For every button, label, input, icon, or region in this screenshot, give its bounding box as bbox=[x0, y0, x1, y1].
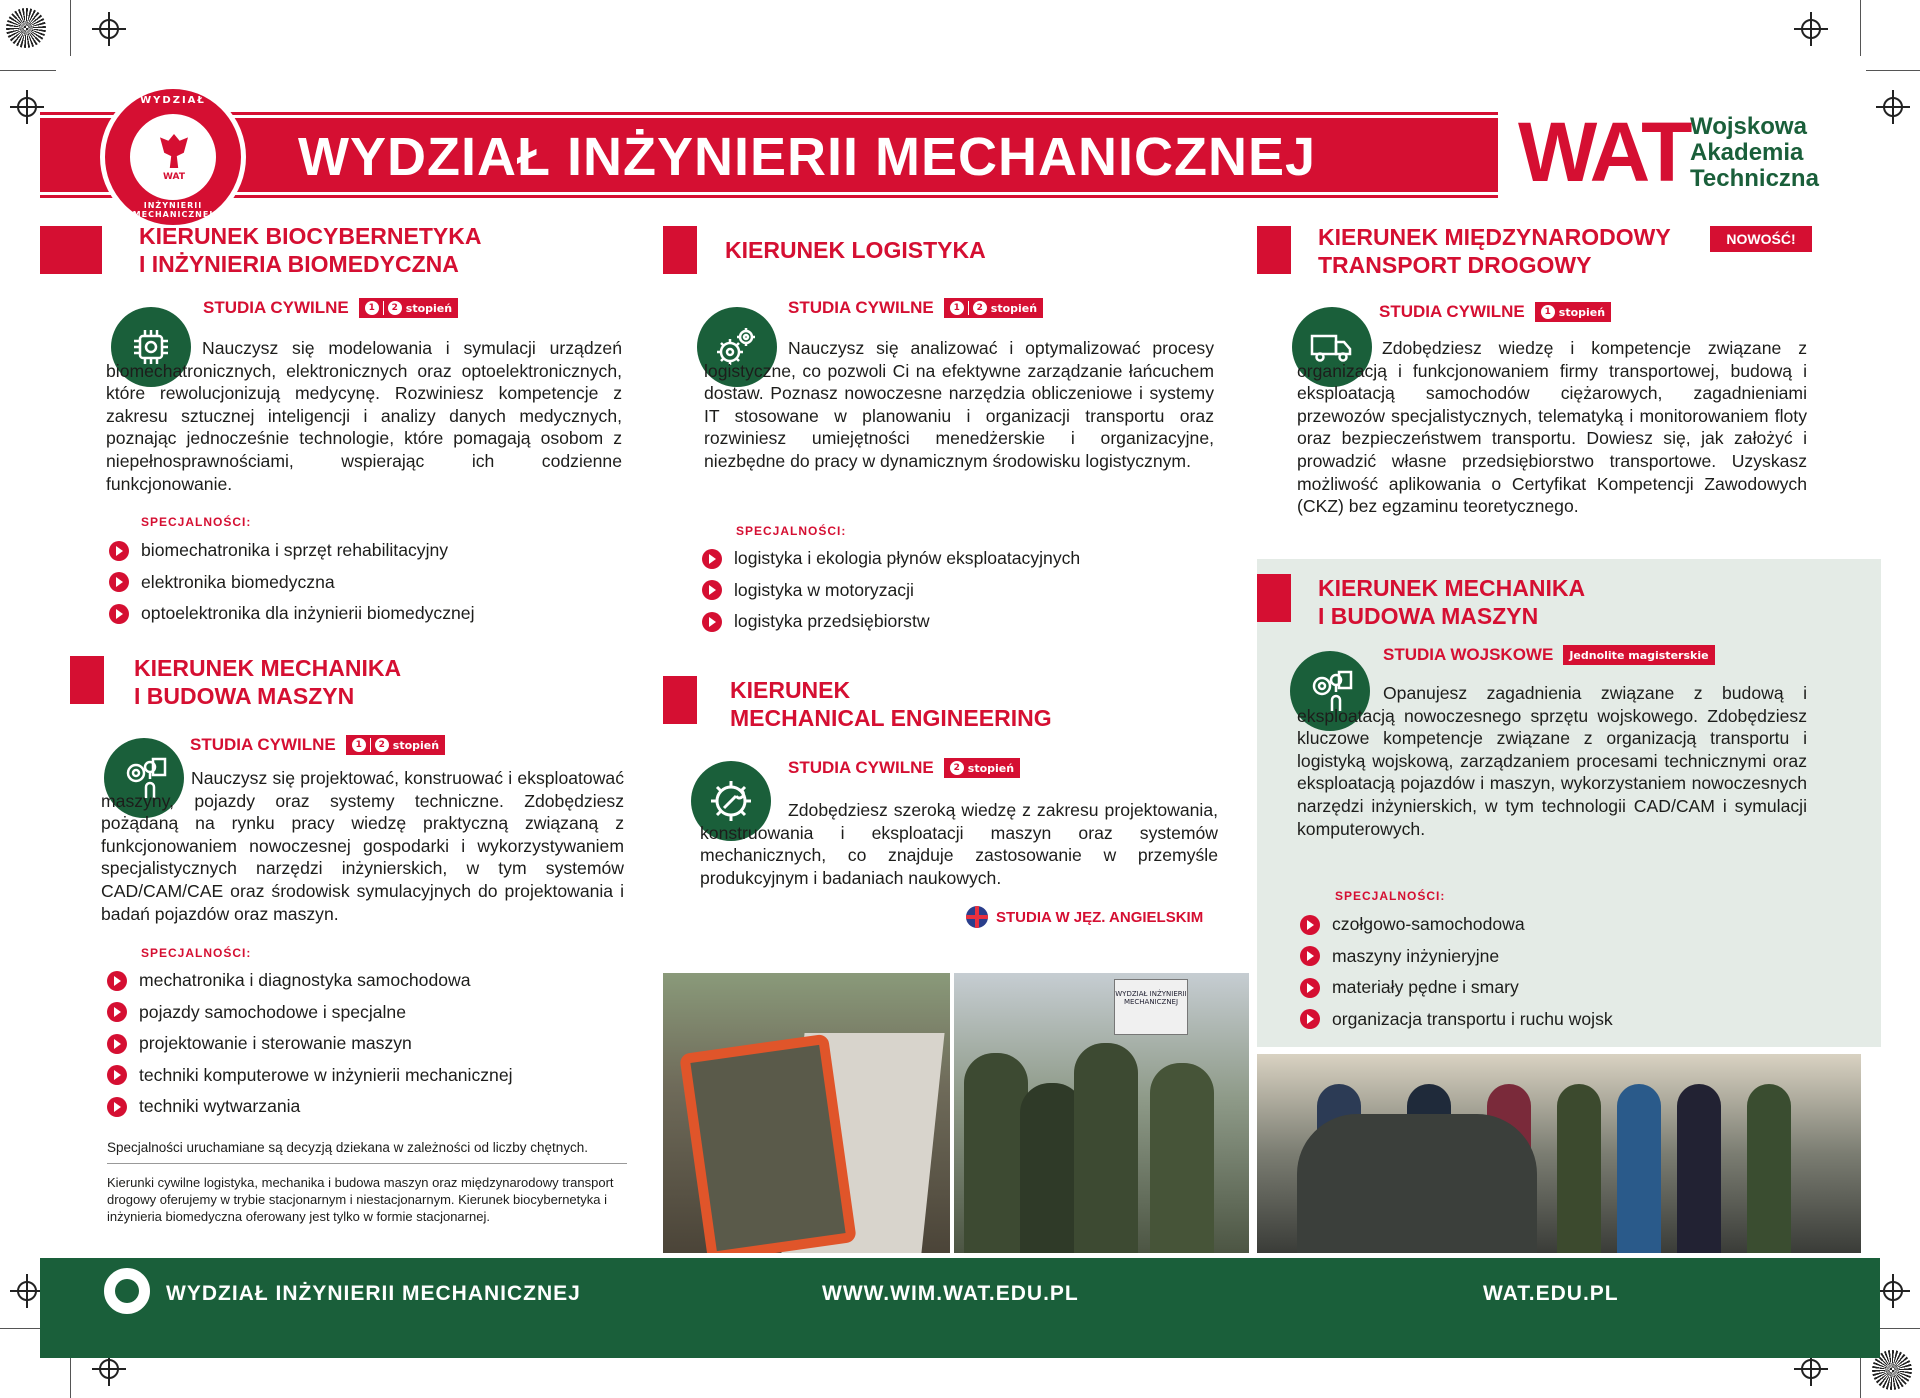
logo-name-line: Akademia bbox=[1690, 139, 1804, 166]
english-studies-label bbox=[966, 906, 1203, 928]
list-item: logistyka w motoryzacji bbox=[702, 575, 1080, 607]
study-type bbox=[190, 735, 445, 755]
registration-starburst bbox=[6, 8, 46, 48]
study-label: STUDIA CYWILNE bbox=[1379, 302, 1525, 321]
crop-mark-icon bbox=[1876, 1274, 1910, 1308]
section-marker bbox=[663, 226, 697, 274]
study-type bbox=[1379, 302, 1611, 322]
trim-line bbox=[0, 70, 56, 71]
crop-mark-icon bbox=[10, 1274, 44, 1308]
study-type bbox=[203, 298, 458, 318]
section-marker bbox=[1257, 574, 1291, 622]
section-marker bbox=[40, 226, 102, 274]
list-item: materiały pędne i smary bbox=[1300, 972, 1613, 1004]
arrow-bullet-icon bbox=[109, 572, 129, 592]
section-description: Nauczysz się projektować, konstruować i eksploatować maszyny, pojazdy oraz systemy techniczne. Zdobędziesz pożądaną na rynku pracy wiedzę praktyczną związaną z funkcjonowaniem nowoczesnej gospodarki i wykorzystywaniem specjalistycznych narzędzi inżynierskich, w tym systemów CAD/CAM/CAE oraz środowisk symulacyjnych do projektowania i badań pojazdów oraz maszyn. bbox=[101, 768, 624, 924]
trim-line bbox=[70, 0, 71, 56]
arrow-bullet-icon bbox=[107, 971, 127, 991]
divider bbox=[107, 1163, 627, 1164]
list-item: czołgowo-samochodowa bbox=[1300, 909, 1613, 941]
emblem-bottom-text: INŻYNIERII MECHANICZNEJ bbox=[132, 201, 214, 219]
section-description: Opanujesz zagadnienia związane z budową i eksploatacją nowoczesnego sprzętu wojskowego. Zdobędziesz kluczowe kompetencje związane z organizacją transportu i logistyką wojskową, zarządzaniem procesami technicznymi oraz eksploatacją pojazdów i maszyn, wykorzystaniem nowoczesnych narzędzi inżynierskich, w tym technologii CAD/CAM i symulacji komputerowych. bbox=[1297, 683, 1807, 839]
list-item: logistyka i ekologia płynów eksploatacyjnych bbox=[702, 543, 1080, 575]
section-marker bbox=[70, 656, 104, 704]
study-label: STUDIA CYWILNE bbox=[190, 735, 336, 754]
footer-url-university[interactable]: WAT.EDU.PL bbox=[1483, 1282, 1619, 1305]
faculty-emblem bbox=[100, 84, 246, 230]
specialties-heading: SPECJALNOŚCI: bbox=[141, 946, 252, 960]
study-label: STUDIA WOJSKOWE bbox=[1383, 645, 1554, 664]
list-item: elektronika biomedyczna bbox=[109, 567, 474, 599]
study-type bbox=[788, 298, 1043, 318]
study-type bbox=[1383, 645, 1715, 665]
arrow-bullet-icon bbox=[1300, 915, 1320, 935]
section-title-transport: KIERUNEK MIĘDZYNARODOWY TRANSPORT DROGOWY bbox=[1318, 224, 1671, 278]
uk-flag-icon bbox=[966, 906, 988, 928]
footer-faculty-name: WYDZIAŁ INŻYNIERII MECHANICZNEJ bbox=[166, 1282, 581, 1305]
emblem-top-text: WYDZIAŁ bbox=[140, 95, 206, 106]
specialties-list bbox=[107, 965, 513, 1123]
trim-line bbox=[1866, 70, 1920, 71]
study-label: STUDIA CYWILNE bbox=[788, 298, 934, 317]
photo-rescue-stretcher bbox=[663, 973, 950, 1253]
crop-mark-icon bbox=[10, 90, 44, 124]
arrow-bullet-icon bbox=[702, 549, 722, 569]
section-marker bbox=[1257, 226, 1291, 274]
list-item: maszyny inżynieryjne bbox=[1300, 941, 1613, 973]
new-badge: NOWOŚĆ! bbox=[1710, 226, 1812, 252]
photo-students-lab bbox=[1257, 1054, 1861, 1253]
footer-url-faculty[interactable]: WWW.WIM.WAT.EDU.PL bbox=[822, 1282, 1079, 1305]
logo-name-line: Techniczna bbox=[1690, 165, 1819, 192]
list-item: techniki komputerowe w inżynierii mechanicznej bbox=[107, 1060, 513, 1092]
crop-mark-icon bbox=[1794, 12, 1828, 46]
list-item: projektowanie i sterowanie maszyn bbox=[107, 1028, 513, 1060]
study-type bbox=[788, 758, 1020, 778]
section-title-biocybernetics: KIERUNEK BIOCYBERNETYKA I INŻYNIERIA BIOMEDYCZNA bbox=[139, 223, 482, 277]
arrow-bullet-icon bbox=[702, 580, 722, 600]
specialties-heading: SPECJALNOŚCI: bbox=[736, 524, 847, 538]
arrow-bullet-icon bbox=[1300, 978, 1320, 998]
degree-badge: 1 2 stopień bbox=[346, 735, 445, 755]
section-title-logistics: KIERUNEK LOGISTYKA bbox=[725, 237, 986, 263]
footnote: Specjalności uruchamiane są decyzją dziekana w zależności od liczby chętnych. bbox=[107, 1140, 589, 1155]
list-item: techniki wytwarzania bbox=[107, 1091, 513, 1123]
specialties-list bbox=[702, 543, 1080, 638]
page-title: WYDZIAŁ INŻYNIERII MECHANICZNEJ bbox=[298, 127, 1317, 187]
section-title-mechanical-engineering: KIERUNEK MECHANICAL ENGINEERING bbox=[730, 677, 1052, 731]
degree-badge: 1 2 stopień bbox=[944, 298, 1043, 318]
study-label: STUDIA CYWILNE bbox=[203, 298, 349, 317]
arrow-bullet-icon bbox=[107, 1065, 127, 1085]
specialties-heading: SPECJALNOŚCI: bbox=[1335, 889, 1446, 903]
specialties-list bbox=[109, 535, 474, 630]
crop-mark-icon bbox=[1876, 90, 1910, 124]
eagle-icon bbox=[160, 134, 188, 168]
arrow-bullet-icon bbox=[107, 1097, 127, 1117]
arrow-bullet-icon bbox=[702, 612, 722, 632]
arrow-bullet-icon bbox=[1300, 1009, 1320, 1029]
degree-badge: 1 stopień bbox=[1535, 302, 1611, 322]
arrow-bullet-icon bbox=[107, 1002, 127, 1022]
degree-badge: Jednolite magisterskie bbox=[1563, 645, 1714, 665]
degree-badge: 2 stopień bbox=[944, 758, 1020, 778]
specialties-heading: SPECJALNOŚCI: bbox=[141, 515, 252, 529]
english-label: STUDIA W JĘZ. ANGIELSKIM bbox=[996, 908, 1204, 926]
wat-logo-name bbox=[1690, 114, 1819, 192]
list-item: pojazdy samochodowe i specjalne bbox=[107, 997, 513, 1029]
trim-line bbox=[1860, 0, 1861, 56]
section-title-military-mechanics: KIERUNEK MECHANIKA I BUDOWA MASZYN bbox=[1318, 575, 1586, 629]
list-item: organizacja transportu i ruchu wojsk bbox=[1300, 1004, 1613, 1036]
arrow-bullet-icon bbox=[1300, 946, 1320, 966]
degree-badge: 1 2 stopień bbox=[359, 298, 458, 318]
photo-soldiers-march bbox=[954, 973, 1249, 1253]
footnote: Kierunki cywilne logistyka, mechanika i budowa maszyn oraz międzynarodowy transport drogowy oferujemy w trybie stacjonarnym i niestacjonarnym. Kierunek biocybernetyka i inżynieria biomedyczna oferowany jest tylko w formie stacjonarnej. bbox=[107, 1175, 614, 1224]
section-title-mechanics: KIERUNEK MECHANIKA I BUDOWA MASZYN bbox=[134, 655, 402, 709]
list-item: logistyka przedsiębiorstw bbox=[702, 606, 1080, 638]
section-marker bbox=[663, 676, 697, 724]
emblem-center-text: WAT bbox=[163, 172, 185, 182]
section-description: Zdobędziesz wiedzę i kompetencje związane z organizacją i funkcjonowaniem firmy transportowej, budową i eksploatacją samochodów ciężarowych, zagadnieniami przewozów specjalistycznych, telematyką i monitorowaniem floty oraz bezpieczeństwem transportu. Dowiesz się, jak założyć i prowadzić własne przedsiębiorstwo transportowe. Uzyskasz możliwość aplikowania o Certyfikat Kompetencji Zawodowych (CKZ) bez egzaminu teoretycznego. bbox=[1297, 338, 1807, 517]
photo-sign: WYDZIAŁ INŻYNIERII MECHANICZNEJ bbox=[1114, 979, 1188, 1035]
list-item: mechatronika i diagnostyka samochodowa bbox=[107, 965, 513, 997]
arrow-bullet-icon bbox=[107, 1034, 127, 1054]
arrow-bullet-icon bbox=[109, 604, 129, 624]
faculty-logo-icon bbox=[104, 1268, 150, 1314]
logo-name-line: Wojskowa bbox=[1690, 113, 1807, 140]
section-description: Zdobędziesz szeroką wiedzę z zakresu projektowania, konstruowania i eksploatacji maszyn oraz systemów mechanicznych, co znajduje zastosowanie w przemyśle produkcyjnym i badaniach naukowych. bbox=[700, 800, 1218, 888]
section-description: Nauczysz się analizować i optymalizować procesy logistyczne, co pozwoli Ci na efektywne zarządzanie łańcuchem dostaw. Poznasz nowoczesne narzędzia obliczeniowe i systemy IT stosowane w planowaniu i organizacji transportu oraz rozwiniesz umiejętności menedżerskie i organizacyjne, niezbędne do pracy w dynamicznym środowisku logistycznym. bbox=[704, 338, 1214, 471]
list-item: optoelektronika dla inżynierii biomedycznej bbox=[109, 598, 474, 630]
study-label: STUDIA CYWILNE bbox=[788, 758, 934, 777]
crop-mark-icon bbox=[92, 12, 126, 46]
arrow-bullet-icon bbox=[109, 541, 129, 561]
footer-band bbox=[40, 1258, 1880, 1358]
wat-logo: WAT bbox=[1518, 105, 1690, 199]
list-item: biomechatronika i sprzęt rehabilitacyjny bbox=[109, 535, 474, 567]
section-description: Nauczysz się modelowania i symulacji urządzeń biomechatronicznych, elektronicznych oraz optoelektronicznych, które rewolucjonizują medycynę. Rozwiniesz kompetencje z zakresu sztucznej inteligencji i analizy danych medycznych, poznając jednocześnie technologie, które pomagają osobom z niepełnosprawnościami, wspierając ich codzienne funkcjonowanie. bbox=[106, 338, 622, 494]
specialties-list bbox=[1300, 909, 1613, 1035]
